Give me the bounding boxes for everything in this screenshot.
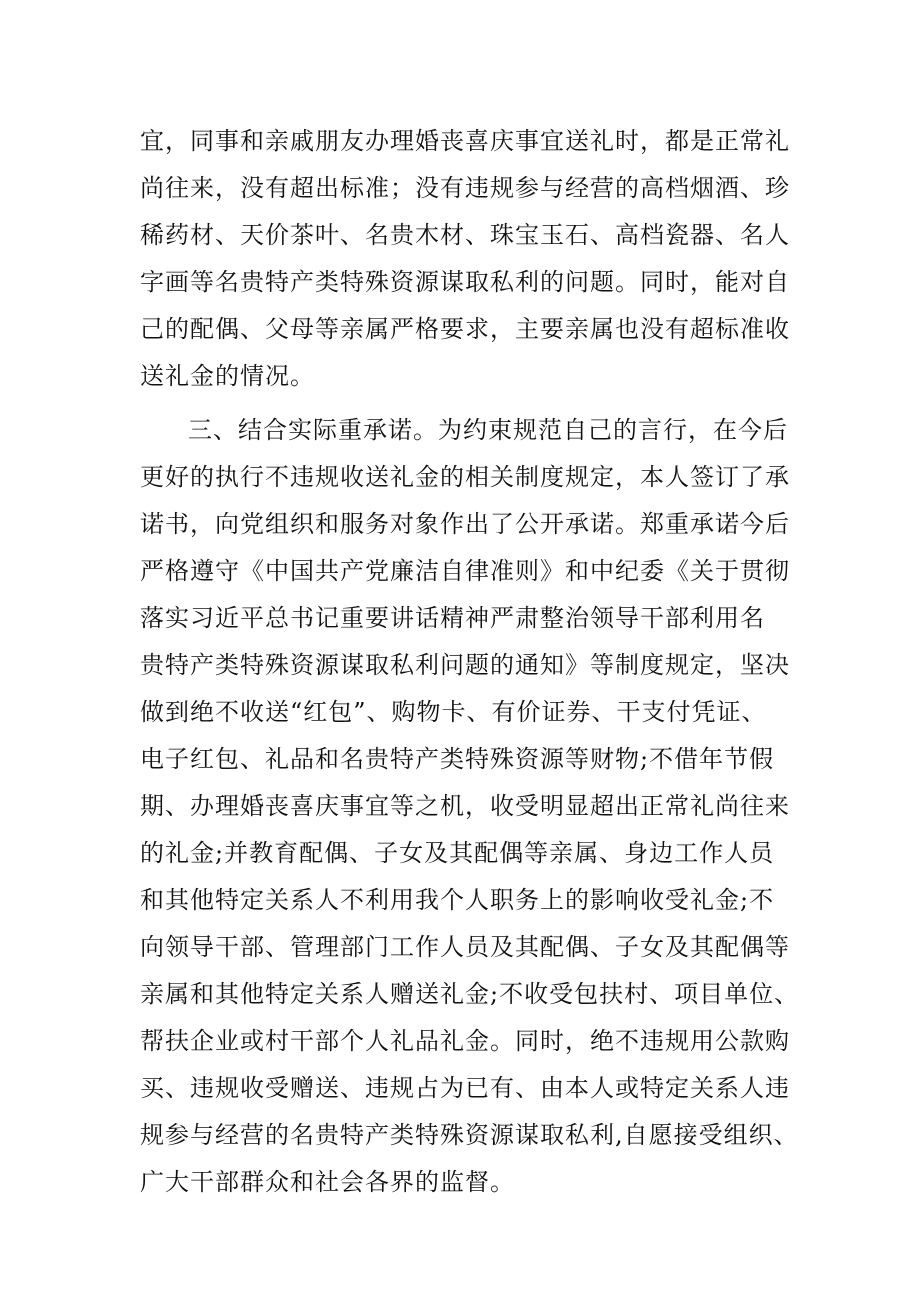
text-line: 字画等名贵特产类特殊资源谋取私利的问题。同时，能对自 bbox=[140, 268, 790, 296]
paragraph-section-three bbox=[140, 407, 800, 1206]
text-line: 帮扶企业或村干部个人礼品礼金。同时，绝不违规用公款购 bbox=[140, 1027, 790, 1055]
text-line: 尚往来，没有超出标准；没有违规参与经营的高档烟酒、珍 bbox=[140, 174, 790, 202]
text-line: 诺书，向党组织和服务对象作出了公开承诺。郑重承诺今后 bbox=[140, 510, 790, 538]
text-line: 和其他特定关系人不利用我个人职务上的影响收受礼金;不 bbox=[140, 886, 775, 914]
text-line: 严格遵守《中国共产党廉洁自律准则》和中纪委《关于贯彻 bbox=[140, 557, 790, 585]
paragraph-continuation bbox=[140, 118, 790, 400]
text-line: 做到绝不收送“红包”、购物卡、有价证券、干支付凭证、 bbox=[140, 698, 767, 726]
text-line: 亲属和其他特定关系人赠送礼金;不收受包扶村、项目单位、 bbox=[140, 980, 800, 1008]
text-line: 落实习近平总书记重要讲话精神严肃整治领导干部利用名 bbox=[140, 604, 765, 632]
text-line: 广大干部群众和社会各界的监督。 bbox=[140, 1168, 515, 1196]
text-line: 规参与经营的名贵特产类特殊资源谋取私利,自愿接受组织、 bbox=[140, 1121, 799, 1149]
text-line: 贵特产类特殊资源谋取私利问题的通知》等制度规定，坚决 bbox=[140, 651, 790, 679]
text-line: 的礼金;并教育配偶、子女及其配偶等亲属、身边工作人员 bbox=[140, 839, 775, 867]
text-line: 更好的执行不违规收送礼金的相关制度规定，本人签订了承 bbox=[140, 463, 790, 491]
text-line: 己的配偶、父母等亲属严格要求，主要亲属也没有超标准收 bbox=[140, 315, 790, 343]
text-line: 向领导干部、管理部门工作人员及其配偶、子女及其配偶等 bbox=[140, 933, 790, 961]
text-line: 宜，同事和亲戚朋友办理婚丧喜庆事宜送礼时，都是正常礼 bbox=[140, 127, 790, 155]
text-line-first: 三、结合实际重承诺。为约束规范自己的言行，在今后 bbox=[188, 416, 788, 444]
text-line: 稀药材、天价茶叶、名贵木材、珠宝玉石、高档瓷器、名人 bbox=[140, 221, 790, 249]
text-line: 买、违规收受赠送、违规占为已有、由本人或特定关系人违 bbox=[140, 1074, 790, 1102]
text-line: 电子红包、礼品和名贵特产类特殊资源等财物;不借年节假 bbox=[140, 745, 775, 773]
text-line: 送礼金的情况。 bbox=[140, 362, 315, 390]
text-line: 期、办理婚丧喜庆事宜等之机，收受明显超出正常礼尚往来 bbox=[140, 792, 790, 820]
